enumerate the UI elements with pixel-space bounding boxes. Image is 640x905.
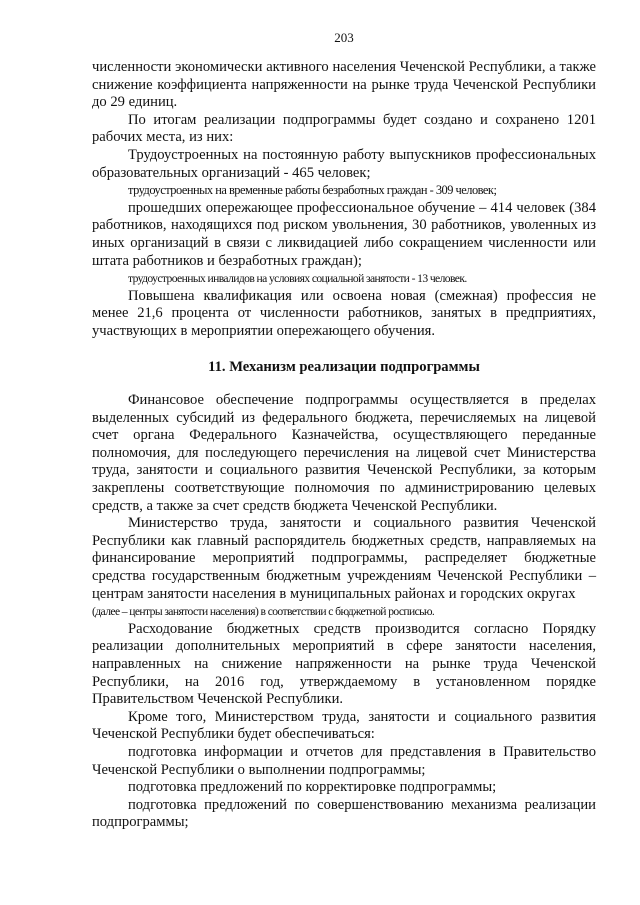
paragraph-financing: Финансовое обеспечение подпрограммы осуществляется в пределах выделенных субсидий из федерального бюджета, перечисляемых на лицевой счет органа Федерального Казначейства, осуществляющего переданные полномочия, для последующего перечисления на лицевой счет Министерства труда, занятости и социального развития Чеченской Республики, за которым закреплены соответствующие полномочия по администрированию целевых средств, а также за счет средств бюджета Чеченской Республики. (92, 392, 596, 514)
section-heading: 11. Механизм реализации подпрограммы (208, 358, 480, 375)
paragraph-ministry-duties: Кроме того, Министерством труда, занятости и социального развития Чеченской Республики будет обеспечиваться: (92, 708, 596, 743)
paragraph-advance-training: прошедших опережающее профессиональное обучение – 414 человек (384 работников, находящихся под риском увольнения, 30 работников, уволенных из иных организаций в связи с ликвидацией либо сокращением численности или штата работников и безработных граждан); (92, 199, 596, 269)
paragraph-results-intro: По итогам реализации подпрограммы будет создано и сохранено 1201 рабочих места, из них: (92, 111, 596, 146)
paragraph-mechanism-improvement: подготовка предложений по совершенствованию механизма реализации подпрограммы; (92, 796, 596, 831)
paragraph-employment-centers-note: (далее – центры занятости населения) в соответствии с бюджетной росписью. (92, 605, 435, 619)
paragraph-spending-order: Расходование бюджетных средств производится согласно Порядку реализации дополнительных мероприятий в сфере занятости населения, направленных на снижение напряженности на рынке труда Чеченской Республики, на 2016 год, утверждаемому в установленном порядке Правительством Чеченской Республики. (92, 620, 596, 708)
paragraph-disabled-employment: трудоустроенных инвалидов на условиях социальной занятости - 13 человек. (128, 272, 467, 286)
paragraph-graduates: Трудоустроенных на постоянную работу выпускников профессиональных образовательных организаций - 465 человек; (92, 146, 596, 181)
paragraph-qualification: Повышена квалификация или освоена новая (смежная) профессия не менее 21,6 процента от численности работников, занятых в предприятиях, участвующих в мероприятии опережающего обучения. (92, 287, 596, 339)
paragraph-corrections-prep: подготовка предложений по корректировке подпрограммы; (128, 779, 497, 796)
paragraph-reports-prep: подготовка информации и отчетов для представления в Правительство Чеченской Республики о выполнении подпрограммы; (92, 743, 596, 778)
paragraph-ministry-distribution: Министерство труда, занятости и социального развития Чеченской Республики как главный распорядитель бюджетных средств, направляемых на финансирование мероприятий подпрограммы, распределяет бюджетные средства государственным бюджетным учреждениям Чеченской Республики – центрам занятости населения в муниципальных районах и городских округах (92, 515, 596, 602)
paragraph-temporary-jobs: трудоустроенных на временные работы безработных граждан - 309 человек; (128, 183, 497, 198)
page-number: 203 (334, 30, 354, 45)
paragraph-continuation: численности экономически активного населения Чеченской Республики, а также снижение коэффициента напряженности на рынке труда Чеченской Республики до 29 единиц. (92, 59, 596, 111)
